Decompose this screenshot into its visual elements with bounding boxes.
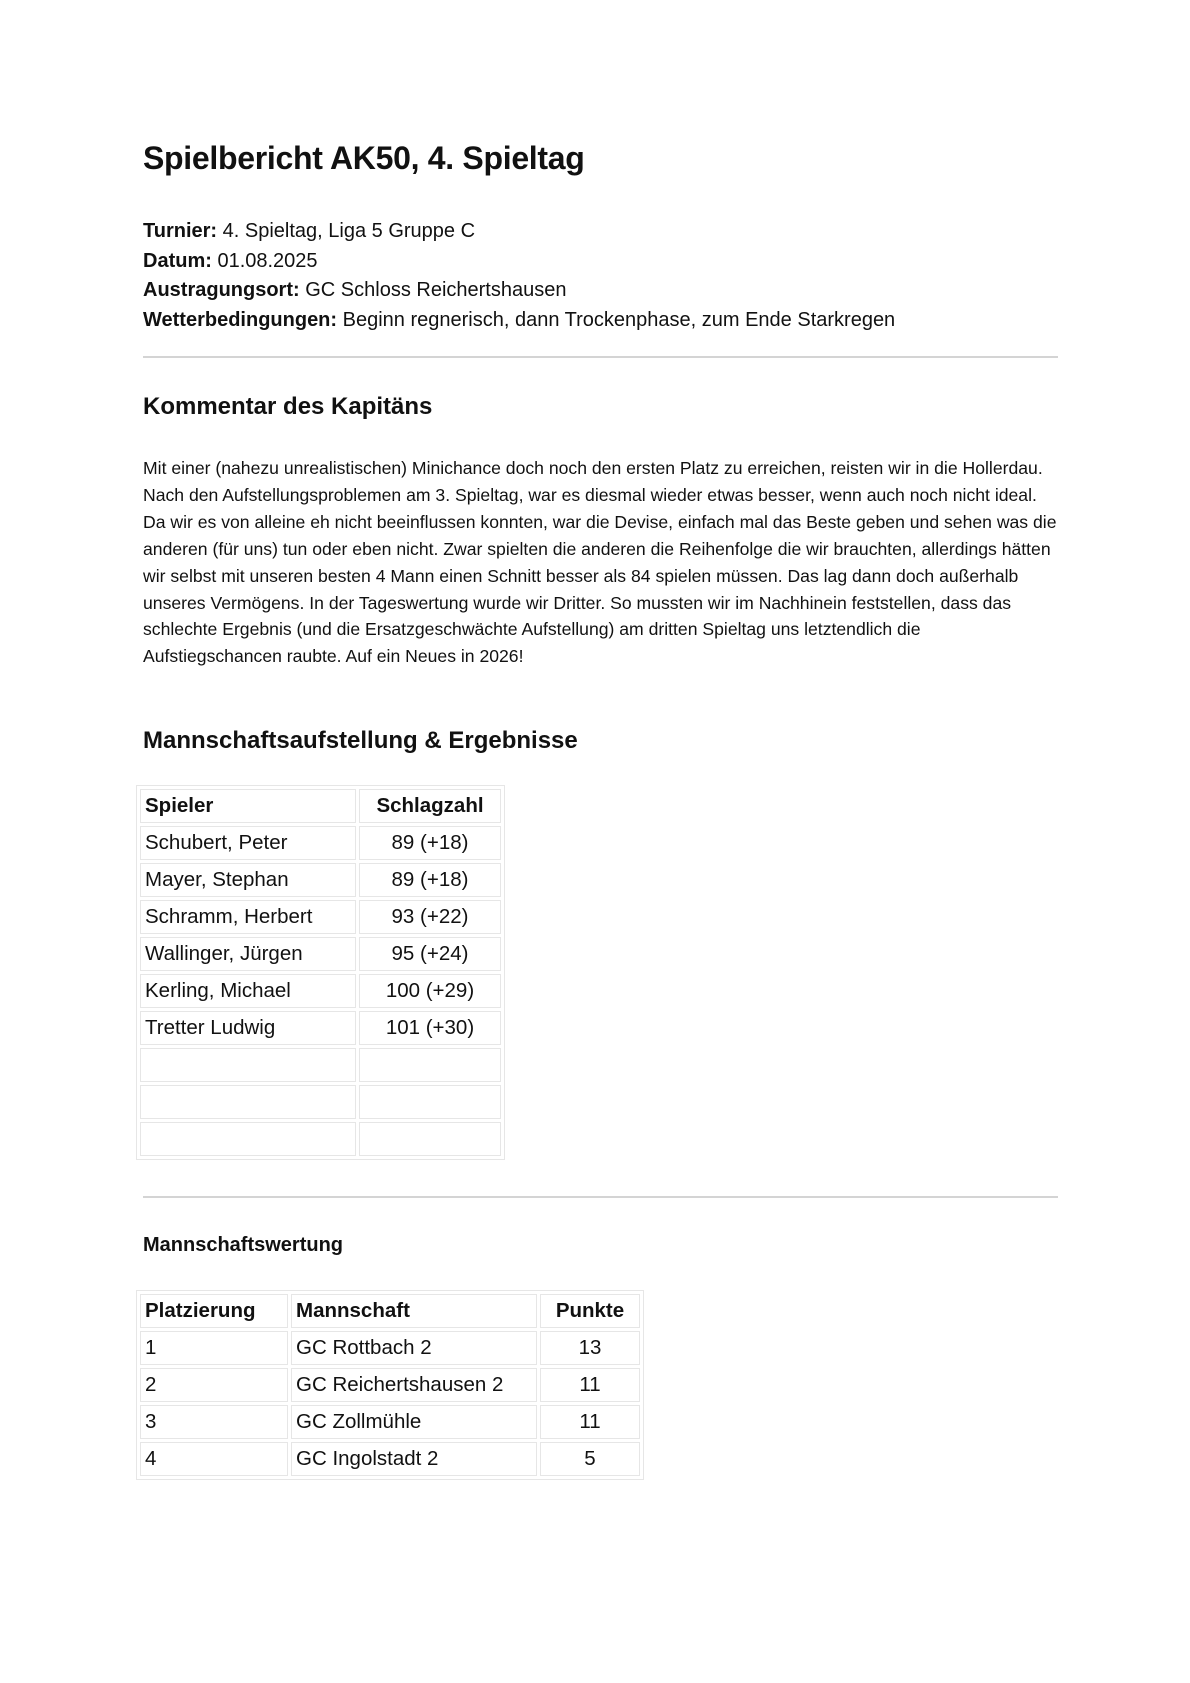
column-header-team: Mannschaft — [291, 1294, 537, 1328]
column-header-strokes: Schlagzahl — [359, 789, 501, 823]
points-cell: 13 — [540, 1331, 640, 1365]
strokes-cell: 93 (+22) — [359, 900, 501, 934]
strokes-cell: 100 (+29) — [359, 974, 501, 1008]
match-info — [143, 217, 895, 335]
lineup-table — [136, 785, 505, 1160]
team-cell: GC Rottbach 2 — [291, 1331, 537, 1365]
date-row — [143, 247, 895, 277]
captain-comment-heading: Kommentar des Kapitäns — [143, 393, 433, 420]
table-header-row — [140, 789, 501, 823]
strokes-cell: 95 (+24) — [359, 937, 501, 971]
ranking-heading: Mannschaftswertung — [143, 1234, 344, 1256]
placement-cell: 3 — [140, 1405, 288, 1439]
placement-cell: 4 — [140, 1442, 288, 1476]
lineup-heading: Mannschaftsaufstellung & Ergebnisse — [143, 727, 578, 754]
table-row — [140, 1442, 640, 1476]
table-row — [140, 1085, 501, 1119]
column-header-points: Punkte — [540, 1294, 640, 1328]
placement-cell: 1 — [140, 1331, 288, 1365]
table-row — [140, 974, 501, 1008]
column-header-placement: Platzierung — [140, 1294, 288, 1328]
weather-label: Wetterbedingungen: — [143, 308, 338, 331]
date-label: Datum: — [143, 249, 212, 272]
date-value: 01.08.2025 — [217, 249, 318, 272]
placement-cell: 2 — [140, 1368, 288, 1402]
weather-row — [143, 306, 895, 336]
player-name-cell — [140, 1085, 356, 1119]
player-name-cell: Tretter Ludwig — [140, 1011, 356, 1045]
points-cell: 11 — [540, 1368, 640, 1402]
table-header-row — [140, 1294, 640, 1328]
table-row — [140, 1368, 640, 1402]
venue-label: Austragungsort: — [143, 279, 300, 301]
team-cell: GC Reichertshausen 2 — [291, 1368, 537, 1402]
table-row — [140, 1048, 501, 1082]
table-row — [140, 863, 501, 897]
strokes-cell — [359, 1085, 501, 1119]
weather-value: Beginn regnerisch, dann Trockenphase, zum Ende Starkregen — [342, 308, 896, 331]
strokes-cell: 101 (+30) — [359, 1011, 501, 1045]
ranking-table — [136, 1290, 644, 1480]
team-cell: GC Ingolstadt 2 — [291, 1442, 537, 1476]
table-row — [140, 1331, 640, 1365]
captain-comment-text: Mit einer (nahezu unrealistischen) Minichance doch noch den ersten Platz zu erreichen, reisten wir in die Hollerdau. Nach den Aufstellungsproblemen am 3. Spieltag, war es diesmal wieder etwas besser, wenn auch noch nicht ideal. Da wir es von alleine eh nicht beeinflussen konnten, war die Devise, einfach mal das Beste geben und sehen was die anderen (für uns) tun oder eben nicht. Zwar spielten die anderen die Reihenfolge die wir brauchten, allerdings hätten wir selbst mit unseren besten 4 Mann einen Schnitt besser als 84 spielen müssen. Das lag dann doch außerhalb unseres Vermögens. In der Tageswertung wurde wir Dritter. So mussten wir im Nachhinein feststellen, dass das schlechte Ergebnis (und die Ersatzgeschwächte Aufstellung) am dritten Spieltag uns letztendlich die Aufstiegschancen raubte. Auf ein Neues in 2026! — [143, 458, 1057, 667]
table-row — [140, 826, 501, 860]
table-row — [140, 1011, 501, 1045]
venue-row — [143, 276, 895, 306]
points-cell: 5 — [540, 1442, 640, 1476]
player-name-cell — [140, 1048, 356, 1082]
venue-value: GC Schloss Reichertshausen — [305, 279, 567, 301]
strokes-cell: 89 (+18) — [359, 826, 501, 860]
player-name-cell: Wallinger, Jürgen — [140, 937, 356, 971]
table-row — [140, 1122, 501, 1156]
page-title: Spielbericht AK50, 4. Spieltag — [143, 140, 585, 176]
player-name-cell: Schubert, Peter — [140, 826, 356, 860]
player-name-cell — [140, 1122, 356, 1156]
table-row — [140, 900, 501, 934]
strokes-cell: 89 (+18) — [359, 863, 501, 897]
divider — [143, 356, 1058, 358]
tournament-value: 4. Spieltag, Liga 5 Gruppe C — [222, 220, 476, 242]
player-name-cell: Kerling, Michael — [140, 974, 356, 1008]
divider — [143, 1196, 1058, 1198]
table-row — [140, 1405, 640, 1439]
player-name-cell: Schramm, Herbert — [140, 900, 356, 934]
player-name-cell: Mayer, Stephan — [140, 863, 356, 897]
strokes-cell — [359, 1048, 501, 1082]
column-header-player: Spieler — [140, 789, 356, 823]
tournament-label: Turnier: — [143, 220, 218, 242]
team-cell: GC Zollmühle — [291, 1405, 537, 1439]
points-cell: 11 — [540, 1405, 640, 1439]
strokes-cell — [359, 1122, 501, 1156]
tournament-row — [143, 217, 895, 247]
table-row — [140, 937, 501, 971]
